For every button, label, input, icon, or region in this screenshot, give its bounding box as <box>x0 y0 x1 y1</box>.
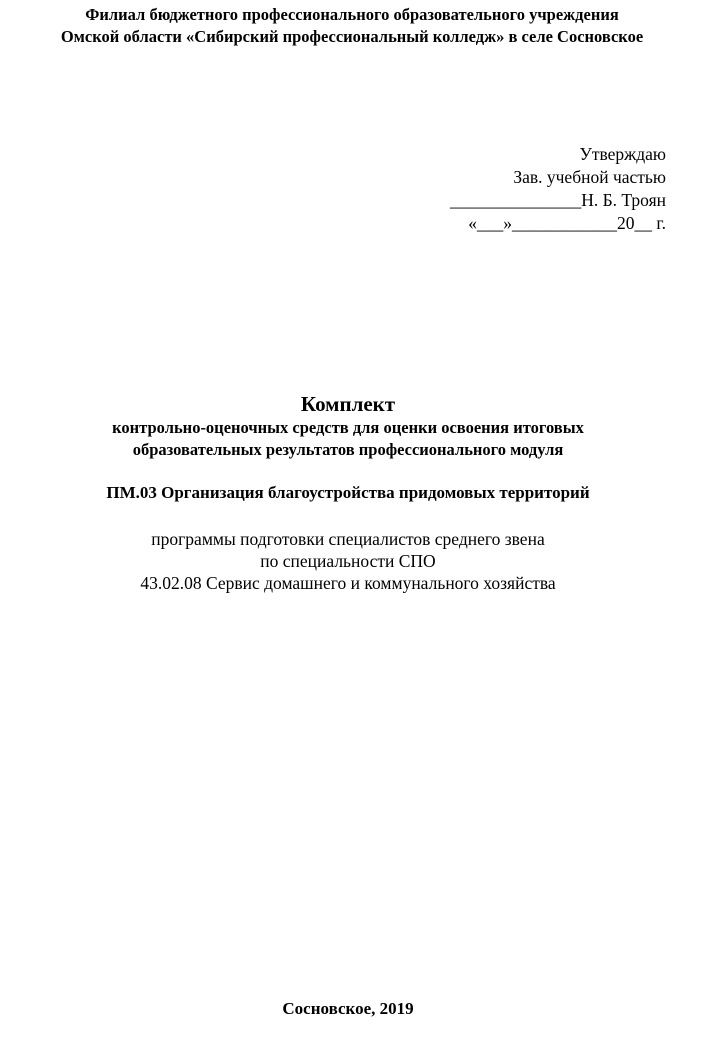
program-block <box>0 528 696 594</box>
institution-header <box>0 4 704 48</box>
document-subtitle-line-2: образовательных результатов профессионального модуля <box>132 440 564 459</box>
module-name <box>0 482 696 504</box>
institution-header-line-1: Филиал бюджетного профессионального образовательного учреждения <box>85 5 619 24</box>
place-year-footer <box>0 998 696 1020</box>
approval-date-line: «___»____________20__ г. <box>468 213 666 233</box>
approval-position: Зав. учебной частью <box>513 167 666 187</box>
approval-signature-line: _______________Н. Б. Троян <box>449 190 666 210</box>
document-title: Комплект <box>300 392 396 416</box>
document-subtitle-line-1: контрольно-оценочных средств для оценки освоения итоговых <box>112 418 584 437</box>
program-line-1: программы подготовки специалистов среднего звена <box>151 529 545 549</box>
document-title-block <box>0 391 696 461</box>
approval-block <box>450 143 666 235</box>
program-line-3: 43.02.08 Сервис домашнего и коммунального хозяйства <box>140 573 556 593</box>
program-line-2: по специальности СПО <box>260 551 436 571</box>
module-name-text: ПМ.03 Организация благоустройства придомовых территорий <box>106 483 590 502</box>
approval-heading: Утверждаю <box>579 144 666 164</box>
place-year-text: Сосновское, 2019 <box>282 999 414 1018</box>
institution-header-line-2: Омской области «Сибирский профессиональный колледж» в селе Сосновское <box>60 27 644 46</box>
